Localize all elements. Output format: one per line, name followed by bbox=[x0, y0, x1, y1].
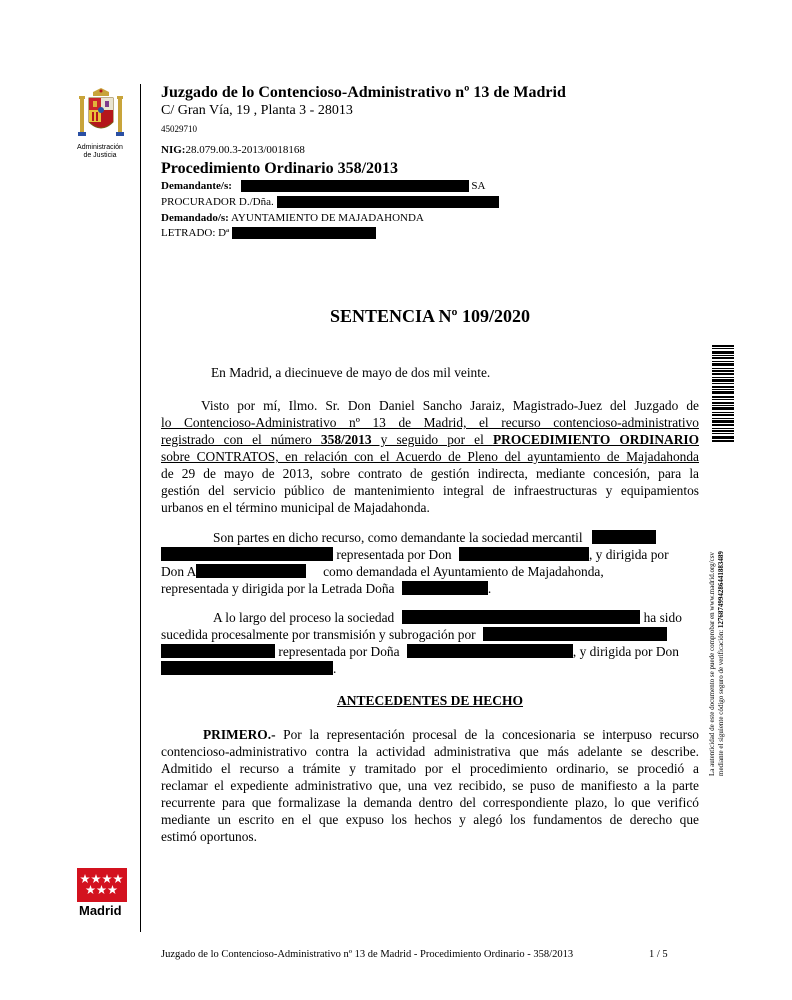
p3-line2-b: , y dirigida por bbox=[588, 547, 669, 562]
redacted-block bbox=[161, 547, 333, 561]
demandado-line bbox=[161, 212, 424, 224]
p3-line4-b: . bbox=[487, 581, 492, 596]
verification-code: 1276874994286441883489 bbox=[717, 551, 725, 629]
p3-line1-text: Son partes en dicho recurso, como demandante la sociedad mercantil bbox=[213, 530, 583, 545]
p4-line2 bbox=[161, 626, 699, 643]
stars-icon bbox=[77, 868, 127, 902]
p3-line3-b: como demandada el Ayuntamiento de Majadahonda, bbox=[323, 564, 604, 579]
p2-line3-a: registrado con el número bbox=[161, 432, 321, 447]
court-address: C/ Gran Vía, 19 , Planta 3 - 28013 bbox=[161, 103, 353, 118]
p4-line1-a: A lo largo del proceso la sociedad bbox=[213, 610, 395, 625]
barcode bbox=[712, 345, 734, 455]
redacted-block bbox=[277, 196, 499, 208]
p3-line1 bbox=[161, 529, 699, 546]
nig-line bbox=[161, 144, 305, 156]
p5-line2: contencioso-administrativo contra la actividad administrativa que más adelante se describe. bbox=[161, 744, 699, 759]
court-name: Juzgado de lo Contencioso-Administrativo nº 13 de Madrid bbox=[161, 84, 566, 101]
p4-line1 bbox=[161, 609, 699, 626]
nig-label: NIG: bbox=[161, 144, 186, 156]
demandante-label: Demandante/s: bbox=[161, 180, 232, 192]
verification-line1: La autenticidad de este documento se puede comprobar en www.madrid.org/csv bbox=[708, 552, 716, 776]
p4-line2-text: sucedida procesalmente por transmisión y subrogación por bbox=[161, 627, 476, 642]
p4-line3-b: , y dirigida por Don bbox=[572, 644, 679, 659]
p2-procedure: PROCEDIMIENTO ORDINARIO bbox=[492, 432, 699, 447]
demandado-label: Demandado/s: bbox=[161, 212, 229, 224]
page-number: 1 / 5 bbox=[649, 949, 668, 960]
p5-line6: mediante un escrito en el que expuso los hechos y alegó los fundamentos de derecho que bbox=[161, 812, 699, 827]
redacted-block bbox=[459, 547, 589, 561]
paragraph-date bbox=[161, 364, 699, 381]
madrid-label: Madrid bbox=[79, 903, 122, 918]
p2-line1: Visto por mí, Ilmo. Sr. Don Daniel Sancho Jaraiz, Magistrado-Juez del Juzgado de bbox=[201, 398, 699, 413]
administracion-justicia-label bbox=[74, 144, 126, 160]
p3-line3-a: Don A bbox=[161, 564, 197, 579]
procurador-label: PROCURADOR D./Dña. bbox=[161, 196, 274, 208]
letrado-label: LETRADO: Dª bbox=[161, 227, 230, 239]
p3-line4-a: representada y dirigida por la Letrada Doña bbox=[161, 581, 395, 596]
redacted-block bbox=[196, 564, 306, 578]
p2-line4: sobre CONTRATOS, en relación con el Acuerdo de Pleno del ayuntamiento de Majadahonda bbox=[161, 449, 699, 464]
nig-value: 28.079.00.3-2013/0018168 bbox=[185, 144, 305, 156]
p5-line5: recurrente para que formalizase la demanda dentro del correspondiente plazo, lo que verificó bbox=[161, 795, 699, 810]
margin-rule bbox=[140, 84, 141, 932]
p5-line1 bbox=[161, 726, 699, 743]
p2-case-number: 358/2013 bbox=[320, 432, 372, 447]
p4-line4 bbox=[161, 660, 699, 677]
p2-line3-c: y seguido por el bbox=[371, 432, 493, 447]
madrid-logo bbox=[77, 868, 127, 902]
redacted-block bbox=[161, 661, 333, 675]
p2-line2: lo Contencioso-Administrativo nº 13 de Madrid, el recurso contencioso-administrativo bbox=[161, 415, 699, 430]
paragraph-visto bbox=[161, 397, 699, 516]
p4-line3-a: representada por Doña bbox=[278, 644, 400, 659]
procedure-title: Procedimiento Ordinario 358/2013 bbox=[161, 160, 399, 177]
p2-line7: urbanos en el término municipal de Majadahonda. bbox=[161, 500, 430, 515]
demandante-suffix: SA bbox=[471, 180, 486, 192]
section-heading: ANTECEDENTES DE HECHO bbox=[336, 693, 524, 708]
redacted-block bbox=[241, 180, 469, 192]
coat-of-arms-logo bbox=[76, 88, 126, 142]
p5-lead: PRIMERO.- bbox=[203, 727, 276, 742]
p5-line1-text: Por la representación procesal de la concesionaria se interpuso recurso bbox=[275, 727, 699, 742]
p5-line4: reclamar el expediente administrativo que, una vez recibido, se puso de manifiesto a la parte bbox=[161, 778, 699, 793]
p3-line2 bbox=[161, 546, 699, 563]
redacted-block bbox=[407, 644, 573, 658]
admin-label-line1: Administración bbox=[77, 144, 123, 151]
p3-line4 bbox=[161, 580, 699, 597]
verification-line2-text: mediante el siguiente código seguro de verificación: bbox=[717, 628, 725, 776]
sentence-title: SENTENCIA Nº 109/2020 bbox=[330, 306, 530, 326]
p4-line4-text: . bbox=[333, 661, 337, 676]
p3-line2-a: representada por Don bbox=[336, 547, 452, 562]
paragraph-sucesion bbox=[161, 609, 699, 677]
verification-note bbox=[708, 551, 726, 776]
p2-line5: de 29 de mayo de 2013, sobre contrato de gestión indirecta, mediante concesión, para la bbox=[161, 466, 699, 481]
p2-line3 bbox=[161, 431, 699, 448]
p5-line3: Admitido el recurso a trámite y tramitado por el procedimiento ordinario, se procedió a bbox=[161, 761, 699, 776]
redacted-block bbox=[592, 530, 656, 544]
redacted-block bbox=[402, 581, 488, 595]
p2-line6: gestión del servicio público de mantenimiento integral de infraestructuras y equipamientos bbox=[161, 483, 699, 498]
p4-line3 bbox=[161, 643, 699, 660]
p5-line7: estimó oportunos. bbox=[161, 829, 257, 844]
p4-line1-b: ha sido bbox=[643, 610, 682, 625]
redacted-block bbox=[161, 644, 275, 658]
paragraph-primero bbox=[161, 726, 699, 845]
procurador-line bbox=[161, 196, 499, 208]
p3-line3 bbox=[161, 563, 699, 580]
footer-text: Juzgado de lo Contencioso-Administrativo nº 13 de Madrid - Procedimiento Ordinario - 358/2013 bbox=[161, 949, 574, 960]
demandado-value: AYUNTAMIENTO DE MAJADAHONDA bbox=[231, 212, 424, 224]
redacted-block bbox=[232, 227, 376, 239]
p1-text: En Madrid, a diecinueve de mayo de dos mil veinte. bbox=[211, 365, 491, 380]
admin-label-line2: de Justicia bbox=[83, 152, 117, 159]
redacted-block bbox=[402, 610, 640, 624]
paragraph-partes bbox=[161, 529, 699, 597]
letrado-line bbox=[161, 227, 376, 239]
demandante-line bbox=[161, 180, 485, 192]
redacted-block bbox=[483, 627, 667, 641]
court-code: 45029710 bbox=[161, 124, 197, 134]
verification-line2 bbox=[717, 551, 726, 776]
